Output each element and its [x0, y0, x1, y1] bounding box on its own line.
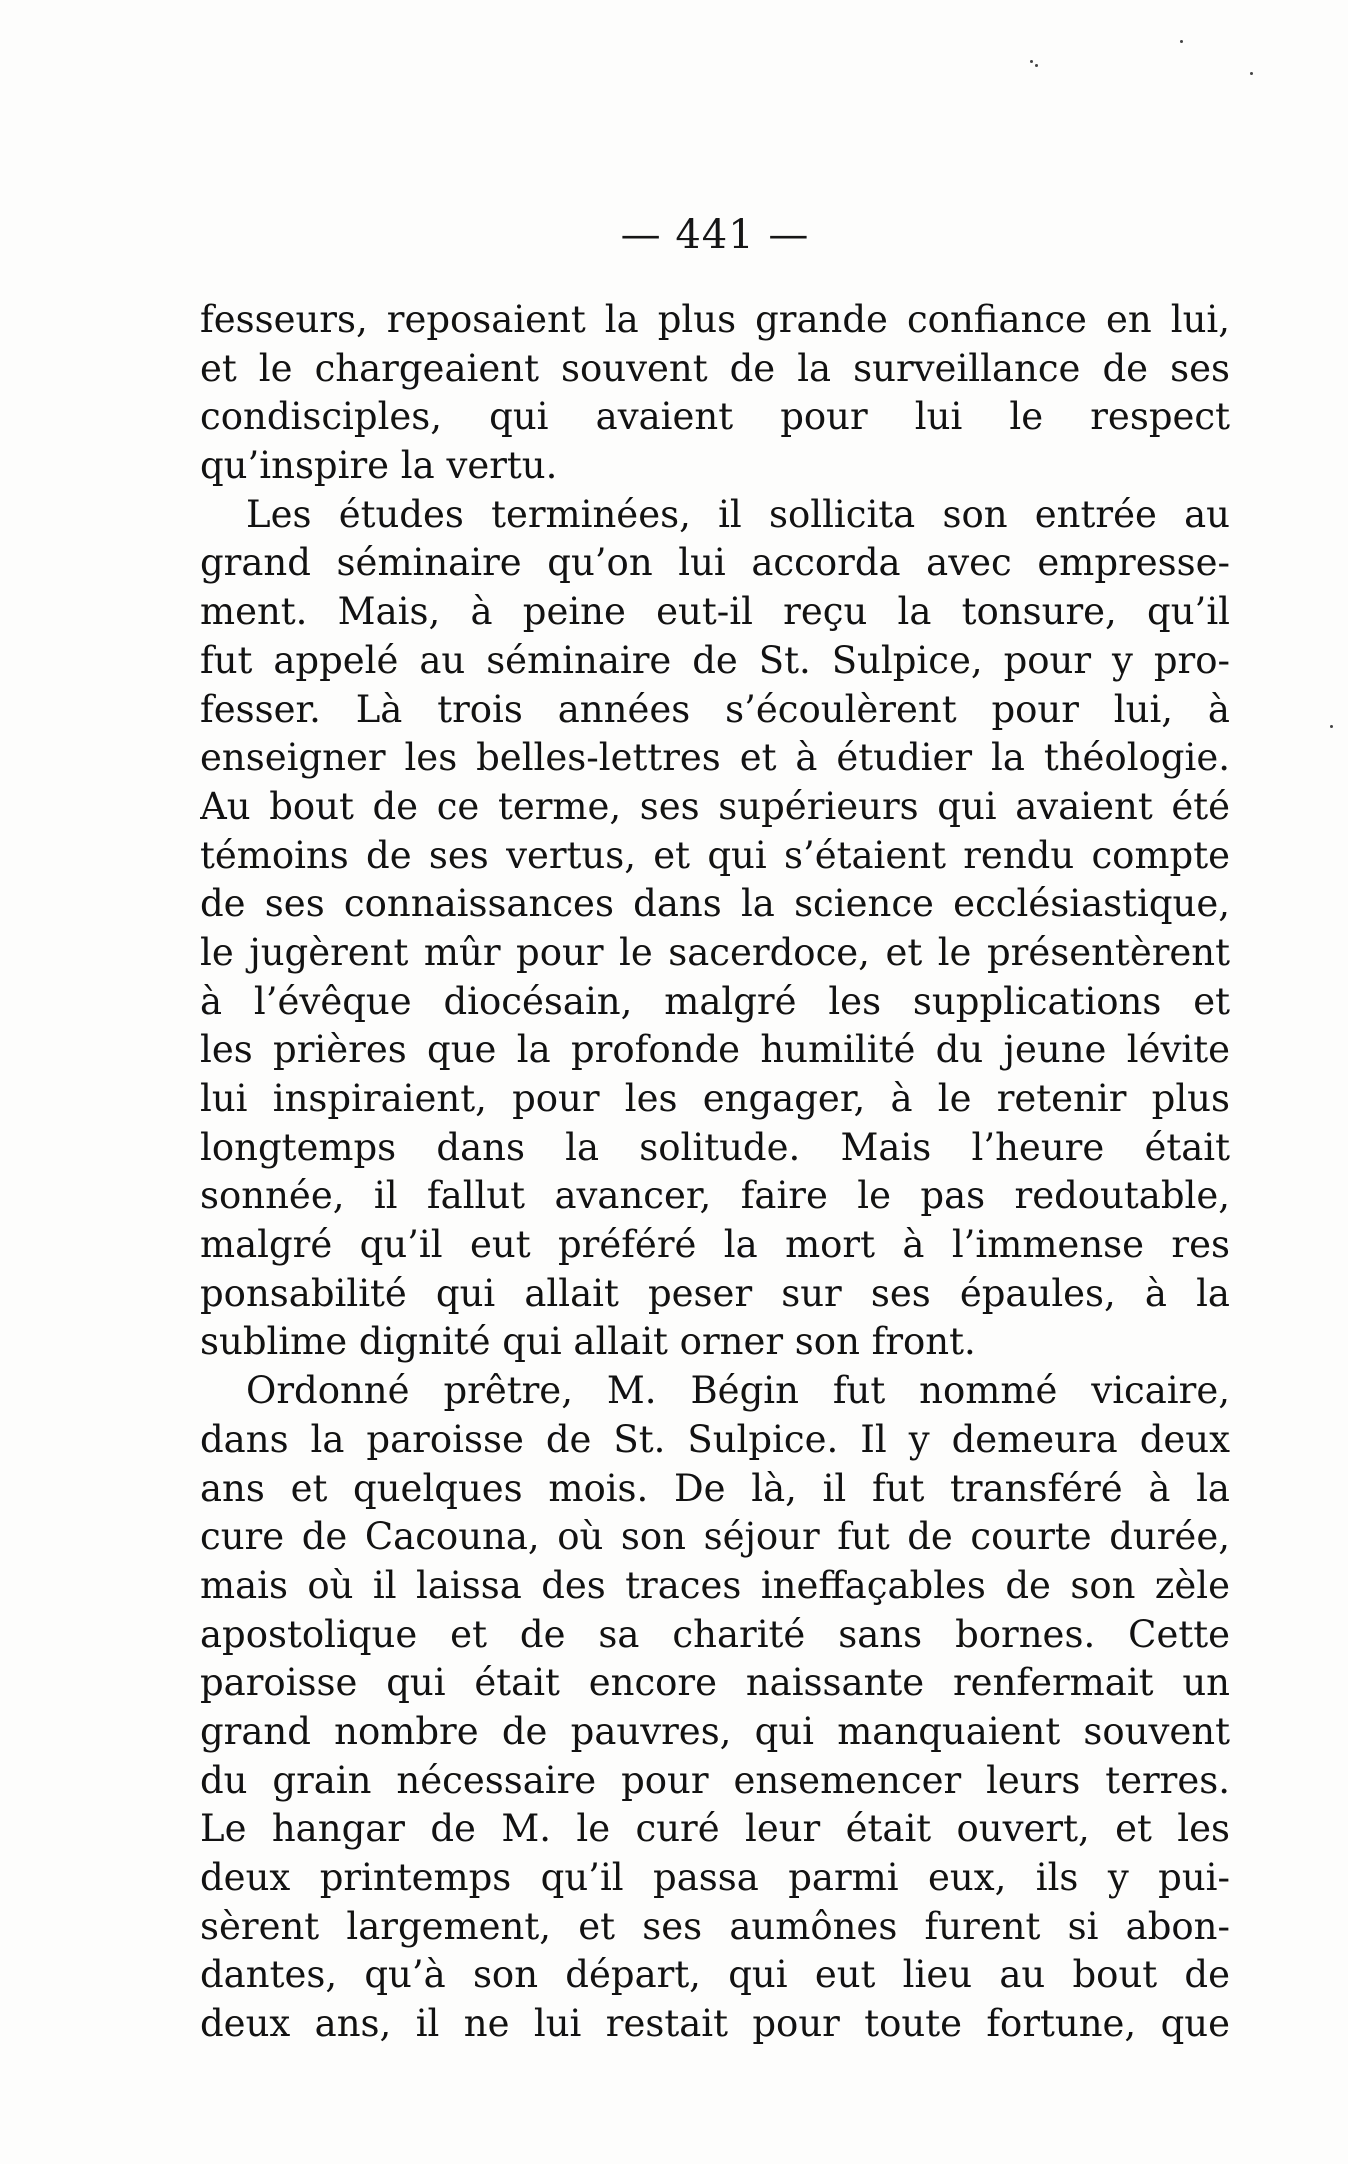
text-line: cure de Cacouna, où son séjour fut de courte durée, — [200, 1515, 1230, 1559]
text-line: et le chargeaient souvent de la surveillance de ses — [200, 346, 1230, 390]
text-line: sonnée, il fallut avancer, faire le pas redoutable, — [200, 1174, 1230, 1218]
text-line: les prières que la profonde humilité du jeune lévite — [200, 1028, 1230, 1072]
text-line: ans et quelques mois. De là, il fut transféré à la — [200, 1466, 1230, 1510]
text-line: de ses connaissances dans la science ecclésiastique, — [200, 882, 1230, 926]
ink-speck — [1035, 64, 1038, 67]
text-line: condisciples, qui avaient pour lui le respect — [200, 395, 1230, 439]
ink-speck — [1030, 60, 1033, 63]
text-line: fesser. Là trois années s’écoulèrent pour lui, à — [200, 687, 1230, 731]
text-line: témoins de ses vertus, et qui s’étaient rendu compte — [200, 833, 1230, 877]
text-line: mais où il laissa des traces ineffaçables de son zèle — [200, 1563, 1230, 1607]
text-line: le jugèrent mûr pour le sacerdoce, et le présentèrent — [200, 930, 1230, 974]
text-line: paroisse qui était encore naissante renfermait un — [200, 1661, 1230, 1705]
text-line: ponsabilité qui allait peser sur ses épaules, à la — [200, 1271, 1230, 1315]
text-line: longtemps dans la solitude. Mais l’heure était — [200, 1125, 1230, 1169]
text-line: du grain nécessaire pour ensemencer leurs terres. — [200, 1758, 1230, 1802]
text-line: Ordonné prêtre, M. Bégin fut nommé vicaire, — [246, 1369, 1230, 1413]
text-line: malgré qu’il eut préféré la mort à l’immense res — [200, 1223, 1230, 1267]
text-line: grand séminaire qu’on lui accorda avec empresse- — [200, 541, 1230, 585]
text-line: deux ans, il ne lui restait pour toute fortune, que — [200, 2002, 1230, 2046]
text-line: Les études terminées, il sollicita son entrée au — [246, 492, 1230, 536]
text-line: grand nombre de pauvres, qui manquaient souvent — [200, 1709, 1230, 1753]
text-line: dans la paroisse de St. Sulpice. Il y demeura deux — [200, 1417, 1230, 1461]
body-text — [200, 296, 1230, 2049]
text-line: sèrent largement, et ses aumônes furent si abon- — [200, 1904, 1230, 1948]
text-line: fesseurs, reposaient la plus grande confiance en lui, — [200, 298, 1230, 341]
text-line: sublime dignité qui allait orner son front. — [200, 1320, 976, 1364]
ink-speck — [1330, 725, 1333, 728]
text-line: deux printemps qu’il passa parmi eux, ils y pui- — [200, 1856, 1230, 1899]
text-line: ment. Mais, à peine eut-il reçu la tonsure, qu’il — [200, 590, 1230, 634]
text-line: Au bout de ce terme, ses supérieurs qui avaient été — [200, 784, 1230, 828]
text-line: apostolique et de sa charité sans bornes. Cette — [200, 1612, 1230, 1656]
text-line: enseigner les belles-lettres et à étudier la théologie. — [200, 736, 1230, 780]
text-line: fut appelé au séminaire de St. Sulpice, pour y pro- — [200, 638, 1230, 682]
text-line: dantes, qu’à son départ, qui eut lieu au bout de — [200, 1953, 1230, 1997]
text-line: qu’inspire la vertu. — [200, 444, 558, 488]
text-line: à l’évêque diocésain, malgré les supplications et — [200, 979, 1230, 1023]
text-line: Le hangar de M. le curé leur était ouvert, et les — [200, 1807, 1230, 1851]
ink-speck — [1250, 72, 1253, 75]
text-line: lui inspiraient, pour les engager, à le retenir plus — [200, 1077, 1230, 1120]
page-number: — 441 — — [620, 212, 810, 258]
ink-speck — [1180, 40, 1183, 43]
